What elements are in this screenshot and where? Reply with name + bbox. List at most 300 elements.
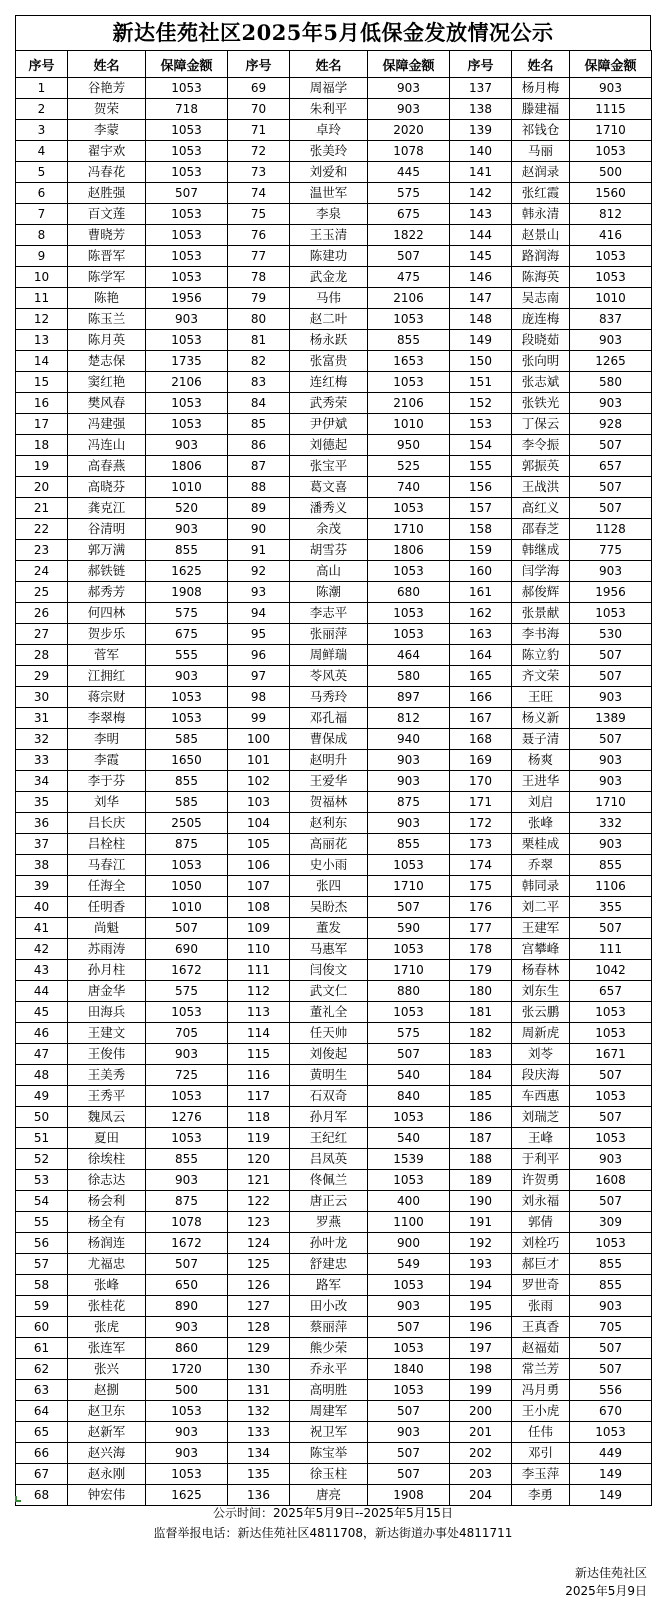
name-cell: 郝铁链 (68, 561, 146, 582)
seq-cell: 199 (450, 1380, 512, 1401)
name-cell: 刘俊起 (290, 1044, 368, 1065)
table-row (16, 99, 652, 120)
amount-cell: 812 (368, 708, 450, 729)
table-row (16, 1086, 652, 1107)
name-cell: 樊风春 (68, 393, 146, 414)
seq-cell: 118 (228, 1107, 290, 1128)
seq-cell: 27 (16, 624, 68, 645)
seq-cell: 3 (16, 120, 68, 141)
seq-cell: 54 (16, 1191, 68, 1212)
name-cell: 陈海英 (512, 267, 570, 288)
name-cell: 丁保云 (512, 414, 570, 435)
table-row (16, 645, 652, 666)
amount-cell: 875 (146, 1191, 228, 1212)
seq-cell: 82 (228, 351, 290, 372)
name-cell: 陈晋军 (68, 246, 146, 267)
name-cell: 李于芬 (68, 771, 146, 792)
table-row (16, 162, 652, 183)
amount-cell: 507 (146, 1254, 228, 1275)
seq-cell: 122 (228, 1191, 290, 1212)
name-cell: 滕建福 (512, 99, 570, 120)
name-cell: 石双奇 (290, 1086, 368, 1107)
amount-cell: 903 (368, 1296, 450, 1317)
name-cell: 王秀平 (68, 1086, 146, 1107)
page-title: 新达佳苑社区2025年5月低保金发放情况公示 (15, 15, 651, 50)
table-row (16, 78, 652, 99)
seq-cell: 36 (16, 813, 68, 834)
name-cell: 何四林 (68, 603, 146, 624)
amount-cell: 1053 (146, 141, 228, 162)
seq-cell: 113 (228, 1002, 290, 1023)
name-cell: 温世军 (290, 183, 368, 204)
name-cell: 高晓芬 (68, 477, 146, 498)
name-cell: 吕凤英 (290, 1149, 368, 1170)
amount-cell: 1053 (146, 267, 228, 288)
amount-cell: 464 (368, 645, 450, 666)
amount-cell: 855 (570, 1254, 652, 1275)
name-cell: 孙叶龙 (290, 1233, 368, 1254)
table-row (16, 582, 652, 603)
amount-cell: 928 (570, 414, 652, 435)
name-cell: 楚志保 (68, 351, 146, 372)
name-cell: 刘德起 (290, 435, 368, 456)
table-row (16, 939, 652, 960)
amount-cell: 903 (146, 1422, 228, 1443)
name-cell: 窦红艳 (68, 372, 146, 393)
seq-cell: 41 (16, 918, 68, 939)
name-cell: 李蒙 (68, 120, 146, 141)
name-cell: 高春燕 (68, 456, 146, 477)
seq-cell: 128 (228, 1317, 290, 1338)
name-cell: 王小虎 (512, 1401, 570, 1422)
name-cell: 杨月梅 (512, 78, 570, 99)
name-cell: 冯连山 (68, 435, 146, 456)
name-cell: 尹伊斌 (290, 414, 368, 435)
name-cell: 赵明升 (290, 750, 368, 771)
amount-cell: 475 (368, 267, 450, 288)
seq-cell: 78 (228, 267, 290, 288)
name-cell: 李勇 (512, 1485, 570, 1506)
seq-cell: 64 (16, 1401, 68, 1422)
amount-cell: 2106 (368, 393, 450, 414)
seq-cell: 115 (228, 1044, 290, 1065)
name-cell: 杨润连 (68, 1233, 146, 1254)
amount-cell: 1560 (570, 183, 652, 204)
seq-cell: 100 (228, 729, 290, 750)
name-cell: 周福学 (290, 78, 368, 99)
name-cell: 周鲜瑞 (290, 645, 368, 666)
amount-cell: 556 (570, 1380, 652, 1401)
table-row (16, 1191, 652, 1212)
amount-cell: 1053 (146, 1128, 228, 1149)
table-row (16, 1359, 652, 1380)
table-row (16, 1023, 652, 1044)
amount-cell: 1053 (570, 1233, 652, 1254)
seq-cell: 13 (16, 330, 68, 351)
amount-cell: 875 (146, 834, 228, 855)
amount-cell: 890 (146, 1296, 228, 1317)
seq-cell: 93 (228, 582, 290, 603)
amount-cell: 1053 (146, 1401, 228, 1422)
amount-cell: 855 (146, 1149, 228, 1170)
name-cell: 连红梅 (290, 372, 368, 393)
name-cell: 余茂 (290, 519, 368, 540)
seq-cell: 157 (450, 498, 512, 519)
name-cell: 陈玉兰 (68, 309, 146, 330)
amount-cell: 507 (570, 1191, 652, 1212)
seq-cell: 28 (16, 645, 68, 666)
name-cell: 陈艳 (68, 288, 146, 309)
name-cell: 赵福茹 (512, 1338, 570, 1359)
name-cell: 杨义新 (512, 708, 570, 729)
amount-cell: 332 (570, 813, 652, 834)
name-cell: 聂子清 (512, 729, 570, 750)
amount-cell: 860 (146, 1338, 228, 1359)
amount-cell: 507 (368, 1401, 450, 1422)
name-cell: 王玉清 (290, 225, 368, 246)
table-row (16, 1317, 652, 1338)
table-row (16, 351, 652, 372)
amount-cell: 1276 (146, 1107, 228, 1128)
seq-cell: 134 (228, 1443, 290, 1464)
amount-cell: 1053 (146, 687, 228, 708)
amount-cell: 1956 (570, 582, 652, 603)
seq-cell: 112 (228, 981, 290, 1002)
seq-cell: 119 (228, 1128, 290, 1149)
amount-cell: 1010 (146, 477, 228, 498)
amount-cell: 355 (570, 897, 652, 918)
name-cell: 蔡丽萍 (290, 1317, 368, 1338)
seq-cell: 177 (450, 918, 512, 939)
amount-cell: 775 (570, 540, 652, 561)
seq-cell: 44 (16, 981, 68, 1002)
signature-date: 2025年5月9日 (565, 1584, 647, 1598)
amount-cell: 1053 (570, 246, 652, 267)
amount-cell: 525 (368, 456, 450, 477)
seq-cell: 172 (450, 813, 512, 834)
seq-cell: 187 (450, 1128, 512, 1149)
amount-cell: 903 (146, 1443, 228, 1464)
amount-cell: 903 (146, 309, 228, 330)
amount-cell: 903 (368, 78, 450, 99)
header-name: 姓名 (68, 51, 146, 78)
amount-cell: 1050 (146, 876, 228, 897)
amount-cell: 903 (146, 1044, 228, 1065)
name-cell: 冯月勇 (512, 1380, 570, 1401)
amount-cell: 1671 (570, 1044, 652, 1065)
seq-cell: 10 (16, 267, 68, 288)
name-cell: 李令振 (512, 435, 570, 456)
seq-cell: 63 (16, 1380, 68, 1401)
amount-cell: 855 (146, 540, 228, 561)
amount-cell: 500 (146, 1380, 228, 1401)
amount-cell: 1806 (368, 540, 450, 561)
seq-cell: 150 (450, 351, 512, 372)
name-cell: 常兰芳 (512, 1359, 570, 1380)
seq-cell: 40 (16, 897, 68, 918)
seq-cell: 42 (16, 939, 68, 960)
seq-cell: 140 (450, 141, 512, 162)
table-row (16, 687, 652, 708)
seq-cell: 29 (16, 666, 68, 687)
seq-cell: 99 (228, 708, 290, 729)
name-cell: 贺福林 (290, 792, 368, 813)
name-cell: 吴盼杰 (290, 897, 368, 918)
seq-cell: 193 (450, 1254, 512, 1275)
amount-cell: 1053 (570, 141, 652, 162)
seq-cell: 47 (16, 1044, 68, 1065)
table-row (16, 1443, 652, 1464)
seq-cell: 106 (228, 855, 290, 876)
seq-cell: 141 (450, 162, 512, 183)
name-cell: 闫学海 (512, 561, 570, 582)
name-cell: 尤福忠 (68, 1254, 146, 1275)
table-row (16, 1464, 652, 1485)
seq-cell: 14 (16, 351, 68, 372)
seq-cell: 11 (16, 288, 68, 309)
seq-cell: 179 (450, 960, 512, 981)
amount-cell: 507 (368, 1464, 450, 1485)
amount-cell: 1806 (146, 456, 228, 477)
amount-cell: 1053 (368, 561, 450, 582)
amount-cell: 1265 (570, 351, 652, 372)
seq-cell: 46 (16, 1023, 68, 1044)
amount-cell: 1053 (368, 1002, 450, 1023)
amount-cell: 1053 (368, 1380, 450, 1401)
name-cell: 王纪红 (290, 1128, 368, 1149)
amount-cell: 1672 (146, 960, 228, 981)
amount-cell: 1115 (570, 99, 652, 120)
table-row (16, 519, 652, 540)
name-cell: 杨全有 (68, 1212, 146, 1233)
seq-cell: 132 (228, 1401, 290, 1422)
amount-cell: 507 (570, 498, 652, 519)
amount-cell: 2106 (368, 288, 450, 309)
table-row (16, 666, 652, 687)
seq-cell: 71 (228, 120, 290, 141)
name-cell: 郭万满 (68, 540, 146, 561)
name-cell: 韩继成 (512, 540, 570, 561)
amount-cell: 1053 (570, 1023, 652, 1044)
amount-cell: 1053 (368, 855, 450, 876)
amount-cell: 1053 (368, 309, 450, 330)
seq-cell: 39 (16, 876, 68, 897)
amount-cell: 875 (368, 792, 450, 813)
seq-cell: 34 (16, 771, 68, 792)
amount-cell: 1908 (146, 582, 228, 603)
name-cell: 宫攀峰 (512, 939, 570, 960)
seq-cell: 2 (16, 99, 68, 120)
amount-cell: 855 (570, 855, 652, 876)
seq-cell: 31 (16, 708, 68, 729)
table-row (16, 855, 652, 876)
name-cell: 赵胜强 (68, 183, 146, 204)
amount-cell: 903 (146, 1317, 228, 1338)
seq-cell: 161 (450, 582, 512, 603)
name-cell: 郭振英 (512, 456, 570, 477)
table-row (16, 330, 652, 351)
name-cell: 李明 (68, 729, 146, 750)
amount-cell: 1078 (146, 1212, 228, 1233)
name-cell: 郭倩 (512, 1212, 570, 1233)
amount-cell: 1053 (146, 855, 228, 876)
table-row (16, 813, 652, 834)
allowance-table (15, 50, 652, 1506)
seq-cell: 4 (16, 141, 68, 162)
name-cell: 王美秀 (68, 1065, 146, 1086)
seq-cell: 68 (16, 1485, 68, 1506)
seq-cell: 127 (228, 1296, 290, 1317)
name-cell: 段庆海 (512, 1065, 570, 1086)
table-row (16, 834, 652, 855)
amount-cell: 680 (368, 582, 450, 603)
seq-cell: 198 (450, 1359, 512, 1380)
name-cell: 王俊伟 (68, 1044, 146, 1065)
name-cell: 李志平 (290, 603, 368, 624)
amount-cell: 1053 (570, 1422, 652, 1443)
seq-cell: 73 (228, 162, 290, 183)
name-cell: 刘栓巧 (512, 1233, 570, 1254)
seq-cell: 59 (16, 1296, 68, 1317)
name-cell: 高山 (290, 561, 368, 582)
amount-cell: 1053 (146, 225, 228, 246)
seq-cell: 109 (228, 918, 290, 939)
amount-cell: 1053 (368, 1275, 450, 1296)
name-cell: 赵新军 (68, 1422, 146, 1443)
seq-cell: 77 (228, 246, 290, 267)
amount-cell: 445 (368, 162, 450, 183)
seq-cell: 173 (450, 834, 512, 855)
table-row (16, 393, 652, 414)
amount-cell: 903 (570, 1296, 652, 1317)
seq-cell: 184 (450, 1065, 512, 1086)
name-cell: 庞连梅 (512, 309, 570, 330)
seq-cell: 160 (450, 561, 512, 582)
table-row (16, 246, 652, 267)
name-cell: 夏田 (68, 1128, 146, 1149)
amount-cell: 675 (368, 204, 450, 225)
amount-cell: 449 (570, 1443, 652, 1464)
name-cell: 王战洪 (512, 477, 570, 498)
amount-cell: 903 (570, 393, 652, 414)
seq-cell: 86 (228, 435, 290, 456)
amount-cell: 585 (146, 792, 228, 813)
seq-cell: 30 (16, 687, 68, 708)
seq-cell: 165 (450, 666, 512, 687)
name-cell: 徐玉柱 (290, 1464, 368, 1485)
name-cell: 李书海 (512, 624, 570, 645)
seq-cell: 124 (228, 1233, 290, 1254)
amount-cell: 1053 (146, 162, 228, 183)
amount-cell: 507 (570, 918, 652, 939)
table-row (16, 435, 652, 456)
amount-cell: 507 (570, 1359, 652, 1380)
notice-sheet (15, 15, 651, 1506)
header-amount: 保障金额 (368, 51, 450, 78)
seq-cell: 156 (450, 477, 512, 498)
seq-cell: 204 (450, 1485, 512, 1506)
amount-cell: 950 (368, 435, 450, 456)
name-cell: 王峰 (512, 1128, 570, 1149)
table-row (16, 624, 652, 645)
name-cell: 韩永清 (512, 204, 570, 225)
amount-cell: 580 (570, 372, 652, 393)
name-cell: 潘秀义 (290, 498, 368, 519)
table-row (16, 204, 652, 225)
name-cell: 贺荣 (68, 99, 146, 120)
seq-cell: 58 (16, 1275, 68, 1296)
name-cell: 王爱华 (290, 771, 368, 792)
seq-cell: 188 (450, 1149, 512, 1170)
amount-cell: 500 (570, 162, 652, 183)
table-row (16, 876, 652, 897)
amount-cell: 540 (368, 1065, 450, 1086)
name-cell: 任明香 (68, 897, 146, 918)
table-row (16, 603, 652, 624)
table-row (16, 1149, 652, 1170)
table-row (16, 1380, 652, 1401)
amount-cell: 1053 (146, 78, 228, 99)
name-cell: 刘启 (512, 792, 570, 813)
table-row (16, 183, 652, 204)
amount-cell: 575 (146, 981, 228, 1002)
seq-cell: 65 (16, 1422, 68, 1443)
seq-cell: 154 (450, 435, 512, 456)
name-cell: 曹保成 (290, 729, 368, 750)
amount-cell: 585 (146, 729, 228, 750)
table-row (16, 708, 652, 729)
seq-cell: 37 (16, 834, 68, 855)
name-cell: 张虎 (68, 1317, 146, 1338)
name-cell: 张宝平 (290, 456, 368, 477)
seq-cell: 45 (16, 1002, 68, 1023)
seq-cell: 12 (16, 309, 68, 330)
seq-cell: 110 (228, 939, 290, 960)
name-cell: 熊少荣 (290, 1338, 368, 1359)
seq-cell: 168 (450, 729, 512, 750)
seq-cell: 69 (228, 78, 290, 99)
name-cell: 陈学军 (68, 267, 146, 288)
name-cell: 张铁光 (512, 393, 570, 414)
name-cell: 张丽萍 (290, 624, 368, 645)
name-cell: 徐志达 (68, 1170, 146, 1191)
name-cell: 菅军 (68, 645, 146, 666)
amount-cell: 1539 (368, 1149, 450, 1170)
seq-cell: 101 (228, 750, 290, 771)
table-row (16, 1338, 652, 1359)
seq-cell: 149 (450, 330, 512, 351)
seq-cell: 23 (16, 540, 68, 561)
name-cell: 马惠军 (290, 939, 368, 960)
name-cell: 孙月军 (290, 1107, 368, 1128)
seq-cell: 89 (228, 498, 290, 519)
seq-cell: 102 (228, 771, 290, 792)
seq-cell: 174 (450, 855, 512, 876)
seq-cell: 151 (450, 372, 512, 393)
name-cell: 郝秀芳 (68, 582, 146, 603)
seq-cell: 97 (228, 666, 290, 687)
seq-cell: 167 (450, 708, 512, 729)
seq-cell: 136 (228, 1485, 290, 1506)
seq-cell: 17 (16, 414, 68, 435)
amount-cell: 507 (570, 666, 652, 687)
amount-cell: 2106 (146, 372, 228, 393)
amount-cell: 903 (368, 99, 450, 120)
seq-cell: 83 (228, 372, 290, 393)
name-cell: 刘二平 (512, 897, 570, 918)
amount-cell: 1053 (146, 414, 228, 435)
amount-cell: 1956 (146, 288, 228, 309)
